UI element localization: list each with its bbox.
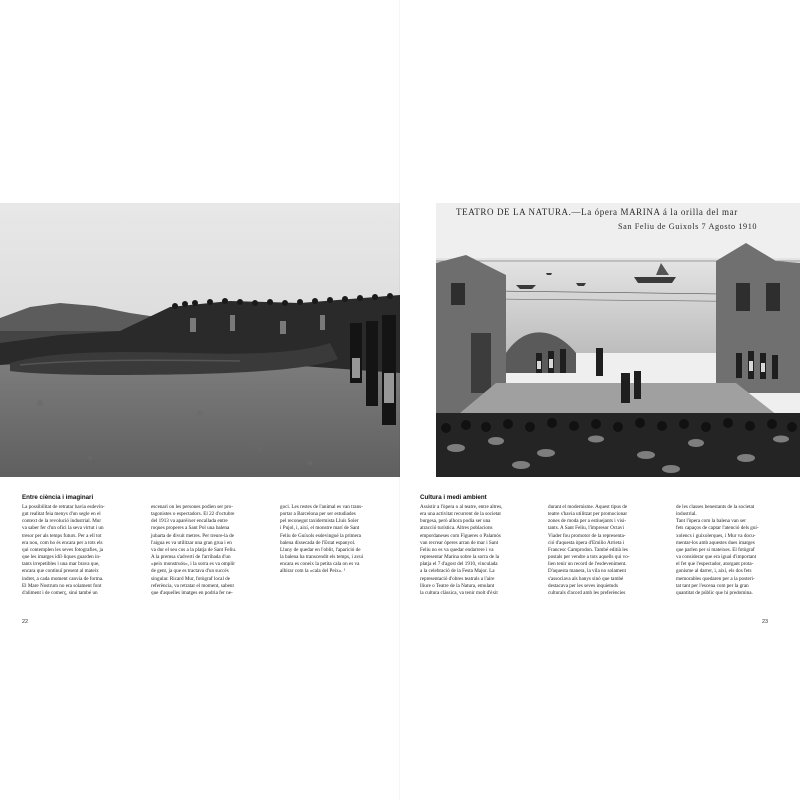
text-line: La possibilitat de retratar havia esdevin- bbox=[22, 504, 105, 510]
text-line: representació d'obres teatrals a l'aire bbox=[420, 575, 495, 582]
text-line: memorables quedaren per a la posteri- bbox=[676, 575, 755, 582]
text-line: tants. A Sant Feliu, l'impresor Octavi bbox=[548, 525, 624, 532]
text-line: que parlen per si mateixes. El fotògraf bbox=[676, 546, 755, 553]
text-line: culturals d'acord amb les preferències bbox=[548, 589, 626, 596]
text-line: representar Marina sobre la sorra de la bbox=[420, 554, 500, 561]
text-line: destacava per les seves inquietuds bbox=[548, 582, 618, 589]
right-page-number: 23 bbox=[762, 619, 769, 625]
text-line: pel reconegut taxidermista Lluís Soler bbox=[280, 518, 359, 525]
text-line: xolencs i guixolerques, i Mur va docu- bbox=[676, 532, 756, 539]
left-column-1 bbox=[22, 504, 140, 597]
text-line: el fet que l'espectador, atorgant prota- bbox=[676, 561, 754, 568]
text-line: va considerar que era igual d'important bbox=[676, 554, 757, 561]
text-line: lliure o Teatre de la Natura, emulant bbox=[420, 582, 495, 589]
photo-caption-title: TEATRO DE LA NATURA.—La ópera MARINA á la orilla del mar bbox=[456, 207, 738, 217]
text-line: escenari on les persones podien ser pro- bbox=[151, 504, 233, 510]
text-line: tat tant per l'escena com per la gran bbox=[676, 582, 749, 589]
text-line: gut realitat feia menys d'un segle en el bbox=[22, 511, 101, 518]
text-line: i Pujol, i, així, el monstre marí de Sant bbox=[280, 525, 360, 532]
text-line: platja el 7 d'agost del 1910, vinculada bbox=[420, 561, 498, 568]
text-line: gonisme al darrer, i, així, els dos fets bbox=[676, 568, 752, 575]
text-line: Francesc Camprodon. També editià les bbox=[548, 546, 628, 553]
text-line: de les classes benestants de la societat bbox=[676, 504, 755, 510]
text-line: atracció turística. Altres poblacions bbox=[420, 525, 493, 532]
right-column-3 bbox=[676, 504, 794, 597]
text-line: va dur el seu cos a la platja de Sant Feliu. bbox=[151, 546, 237, 553]
right-section-heading: Cultura i medi ambient bbox=[420, 494, 487, 501]
left-column-2 bbox=[151, 504, 269, 597]
text-line: A la premsa s'advertí de l'arribada d'un bbox=[151, 554, 231, 561]
text-line: de gent, ja que es tractava d'un succés bbox=[151, 568, 229, 575]
text-line: postals per vendre a tots aquells qui vo- bbox=[548, 554, 630, 561]
text-line: referència, va retratar el moment, sabent bbox=[151, 582, 234, 589]
text-line: context de la revolució industrial. Mur bbox=[22, 518, 102, 525]
text-line: del 1913 va aparèixer encallada entre bbox=[151, 518, 228, 525]
text-line: quantitat de públic que hi predomina. bbox=[676, 589, 753, 596]
left-page-number: 22 bbox=[22, 619, 29, 625]
text-line: era nou, com ho és encara per a tots els bbox=[22, 539, 103, 546]
text-line: encara que continuï present al mateix bbox=[22, 568, 99, 575]
text-line: va saber fer d'un ofici la seva virtut i un bbox=[22, 525, 104, 532]
text-line: tants irrepetibles i una mar brava que, bbox=[22, 561, 100, 568]
text-line: D'aquesta manera, la vila no solament bbox=[548, 568, 627, 575]
text-line: albirar com la «cala del Peix». ¹ bbox=[280, 568, 346, 575]
whale-photo bbox=[0, 203, 400, 477]
text-line: tresor per als temps futurs. Per a ell tot bbox=[22, 532, 102, 539]
text-line: «peix monstruós», i la sorra es va omplir bbox=[151, 561, 235, 568]
text-line: industrial. bbox=[676, 511, 697, 518]
text-line: fets capaços de captar l'atenció dels guí- bbox=[676, 525, 759, 532]
text-line: jubarta de divuit metres. Per treure-la de bbox=[151, 532, 234, 539]
text-line: indret, a cada moment canvia de forma. bbox=[22, 575, 104, 582]
text-line: la balena ha transcendit els temps, i avui bbox=[280, 554, 364, 561]
text-line: era una activitat recurrent de la societat bbox=[420, 511, 501, 518]
text-line: portar a Barcelona per ser estudiades bbox=[280, 511, 356, 518]
text-line: El Mare Nostrum no era solament font bbox=[22, 582, 102, 589]
text-line: zones de moda per a estiuejants i visi- bbox=[548, 518, 627, 525]
text-line: a la celebració de la Festa Major. La bbox=[420, 568, 495, 575]
text-line: d'aliment i de comerç, sinó també un bbox=[22, 589, 98, 596]
text-line: teatre s'havia utilitzat per promocionar bbox=[548, 511, 628, 518]
text-line: goci. Les restes de l'animal es van trans- bbox=[280, 504, 363, 510]
text-line: Tant l'òpera com la balena van ser bbox=[676, 518, 746, 525]
right-page bbox=[400, 0, 800, 800]
text-line: Assistir a l'òpera o al teatre, entre altres, bbox=[420, 504, 503, 510]
photo-caption-place-date: San Feliu de Guixols 7 Agosto 1910 bbox=[618, 222, 758, 231]
text-line: tagonistes o espectadors. El 22 d'octubre bbox=[151, 511, 235, 518]
right-column-2 bbox=[548, 504, 666, 597]
text-line: encara es coneix la petita cala on es va bbox=[280, 561, 360, 568]
text-line: la cultura clàssica, va tenir molt d'èxit bbox=[420, 589, 498, 596]
text-line: l'aigua es va utilitzar una gran grua i en bbox=[151, 539, 232, 546]
text-line: que d'aquelles imatges en podria fer ne- bbox=[151, 589, 233, 596]
text-line: singular. Ricard Mur, fotògraf local de bbox=[151, 575, 231, 582]
opera-photo bbox=[436, 203, 800, 477]
text-line: ció d'aquesta òpera d'Emilio Arrieta i bbox=[548, 539, 625, 546]
text-line: Feliu no es va quedar endarrere i va bbox=[420, 546, 494, 553]
text-line: mentar-los amb aquestes dues imatges bbox=[676, 539, 755, 546]
text-line: Lluny de quedar en l'oblit, l'aparició de bbox=[280, 546, 361, 553]
right-column-1 bbox=[420, 504, 538, 597]
text-line: van recrear òperes arran de mar i Sant bbox=[420, 539, 499, 546]
text-line: roques properes a Sant Pol una balena bbox=[151, 525, 230, 532]
text-line: Feliu de Guíxols esdevingué la primera bbox=[280, 532, 361, 539]
text-line: que les imatges idíl·liques guarden in- bbox=[22, 554, 101, 561]
text-line: durant el modernisme. Aquest tipus de bbox=[548, 504, 628, 510]
text-line: empordaneses com Figueres o Palamós bbox=[420, 532, 501, 539]
left-column-3 bbox=[280, 504, 398, 576]
text-line: s'associava als banys sinó que també bbox=[548, 575, 624, 582]
text-line: balena dissecada de l'Estat espanyol. bbox=[280, 539, 356, 546]
left-section-heading: Entre ciència i imaginari bbox=[22, 494, 94, 501]
text-line: Viader fou promotor de la representa- bbox=[548, 532, 626, 539]
text-line: lien tenir un record de l'esdeveniment. bbox=[548, 561, 627, 568]
text-line: qui contemplen les seves fotografies, ja bbox=[22, 546, 104, 553]
text-line: burgesa, però alhora podia ser una bbox=[420, 518, 491, 525]
